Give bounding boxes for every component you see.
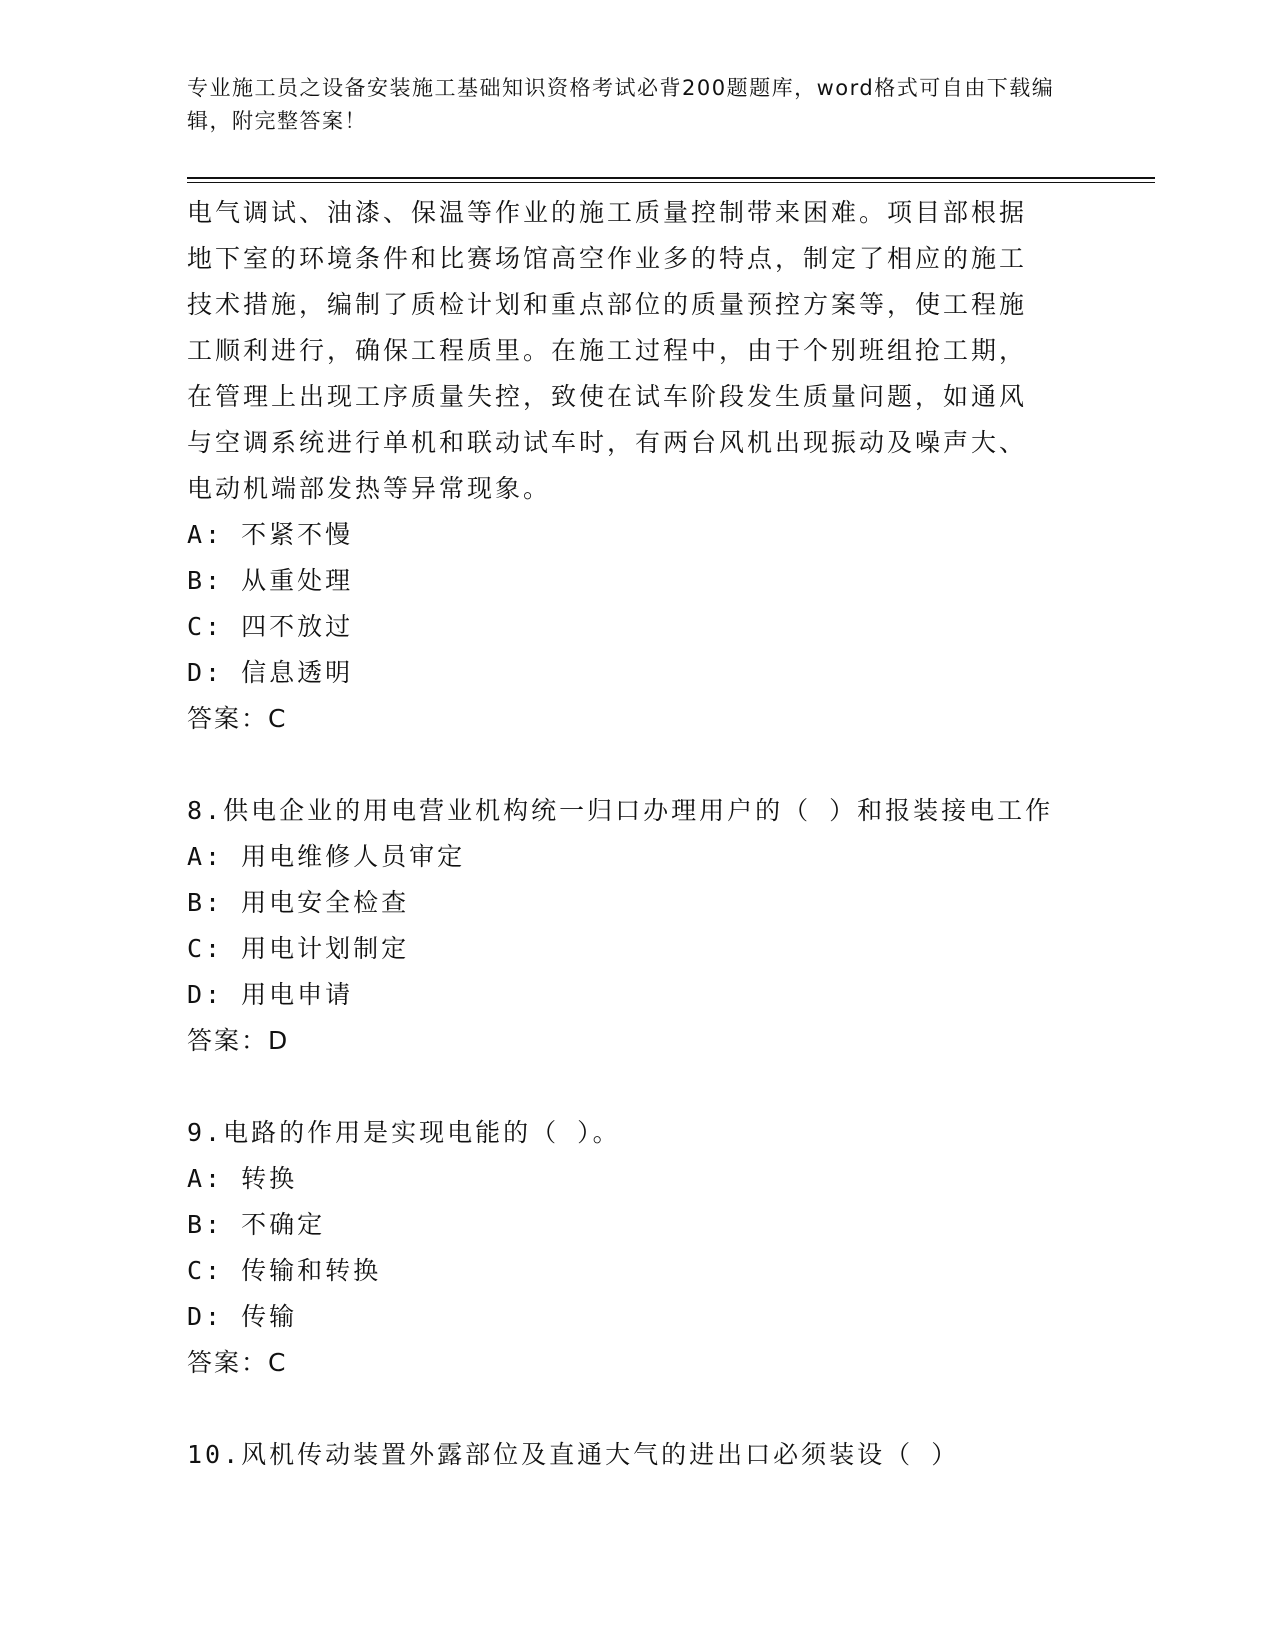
header-rule-top [187,177,1155,179]
passage-line: 工顺利进行，确保工程质里。在施工过程中，由于个别班组抢工期， [187,336,1028,365]
passage-line: 与空调系统进行单机和联动试车时，有两台风机出现振动及噪声大、 [187,428,1028,457]
spacer [187,742,1087,788]
header-title: 专业施工员之设备安装施工基础知识资格考试必背200题题库，word格式可自由下载编辑，附完整答案！ [187,76,1055,133]
option-a: A: 用电维修人员审定 [187,842,466,871]
passage-line: 技术措施，编制了质检计划和重点部位的质量预控方案等，使工程施 [187,290,1028,319]
option-d: D: 用电申请 [187,980,354,1009]
header-rule-bottom [187,182,1155,183]
answer-line: 答案：D [187,1026,290,1055]
passage-line: 在管理上出现工序质量失控，致使在试车阶段发生质量问题，如通风 [187,382,1028,411]
passage-block [187,190,1087,742]
option-b: B: 从重处理 [187,566,354,595]
option-a: A: 不紧不慢 [187,520,354,549]
question-8 [187,788,1087,1064]
option-b: B: 用电安全检查 [187,888,410,917]
question-10 [187,1432,1087,1478]
question-stem: 9.电路的作用是实现电能的（ ）。 [187,1118,621,1147]
option-a: A: 转换 [187,1164,298,1193]
option-c: C: 四不放过 [187,612,354,641]
spacer [187,1064,1087,1110]
answer-line: 答案：C [187,704,288,733]
question-9 [187,1110,1087,1386]
option-d: D: 传输 [187,1302,298,1331]
option-b: B: 不确定 [187,1210,326,1239]
page-header [187,72,1067,138]
question-stem: 10.风机传动装置外露部位及直通大气的进出口必须装设（ ） [187,1440,960,1469]
option-c: C: 用电计划制定 [187,934,410,963]
question-stem: 8.供电企业的用电营业机构统一归口办理用户的（ ）和报装接电工作 [187,796,1054,825]
document-body [187,190,1087,1478]
option-d: D: 信息透明 [187,658,354,687]
spacer [187,1386,1087,1432]
passage-line: 电动机端部发热等异常现象。 [187,474,552,503]
passage-line: 电气调试、油漆、保温等作业的施工质量控制带来困难。项目部根据 [187,198,1028,227]
option-c: C: 传输和转换 [187,1256,382,1285]
answer-line: 答案：C [187,1348,288,1377]
passage-line: 地下室的环境条件和比赛场馆高空作业多的特点，制定了相应的施工 [187,244,1028,273]
